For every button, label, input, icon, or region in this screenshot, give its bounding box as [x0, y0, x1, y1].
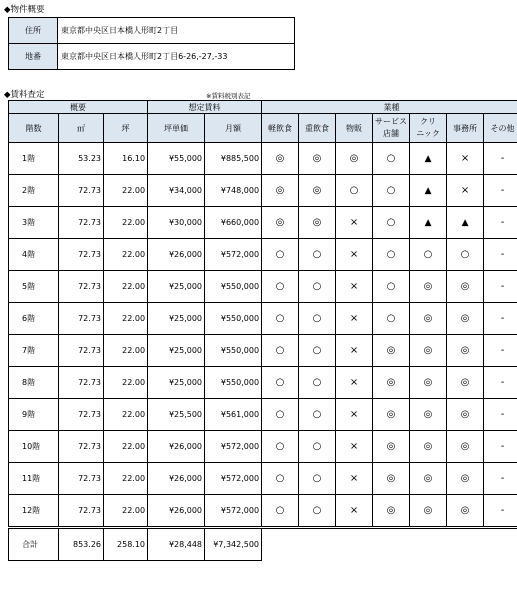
unit-price-cell: ¥25,000	[148, 335, 205, 367]
suitability-cell: ×	[336, 335, 373, 367]
total-sqm: 853.26	[59, 528, 104, 561]
suitability-cell: ×	[336, 303, 373, 335]
sqm-cell: 72.73	[59, 463, 104, 495]
suitability-cell: ◎	[447, 495, 484, 528]
monthly-cell: ¥572,000	[205, 431, 262, 463]
unit-price-cell: ¥25,000	[148, 271, 205, 303]
suitability-cell: ◎	[336, 143, 373, 175]
suitability-cell: ◎	[373, 463, 410, 495]
suitability-cell: ○	[373, 239, 410, 271]
suitability-cell: ◎	[447, 399, 484, 431]
suitability-cell: ×	[447, 143, 484, 175]
column-header: 重飲食	[299, 114, 336, 143]
suitability-cell: -	[484, 143, 517, 175]
monthly-cell: ¥550,000	[205, 303, 262, 335]
suitability-cell: ○	[299, 239, 336, 271]
unit-price-cell: ¥30,000	[148, 207, 205, 239]
suitability-cell: ◎	[410, 367, 447, 399]
suitability-cell: ◎	[299, 143, 336, 175]
suitability-cell: ×	[336, 367, 373, 399]
monthly-cell: ¥885,500	[205, 143, 262, 175]
suitability-cell: -	[484, 335, 517, 367]
group-rent: 想定賃料	[148, 101, 262, 114]
column-header: クリ ニック	[410, 114, 447, 143]
group-summary: 概要	[9, 101, 148, 114]
floor-cell: 1階	[9, 143, 59, 175]
suitability-cell: ○	[262, 239, 299, 271]
tsubo-cell: 22.00	[104, 335, 148, 367]
tax-note: ※賃料税別表記	[206, 92, 251, 100]
property-value: 東京都中央区日本橋人形町2丁目6-26,-27,-33	[58, 44, 295, 70]
suitability-cell: ▲	[447, 207, 484, 239]
group-header-row	[9, 101, 517, 114]
monthly-cell: ¥572,000	[205, 495, 262, 528]
tsubo-cell: 22.00	[104, 367, 148, 399]
property-row	[9, 18, 295, 44]
suitability-cell: ▲	[410, 143, 447, 175]
suitability-cell: -	[484, 271, 517, 303]
suitability-cell: ○	[299, 303, 336, 335]
table-row	[9, 495, 517, 528]
property-table	[8, 17, 295, 70]
unit-price-cell: ¥26,000	[148, 239, 205, 271]
column-header: 階数	[9, 114, 59, 143]
suitability-cell: ○	[410, 239, 447, 271]
unit-price-cell: ¥25,500	[148, 399, 205, 431]
suitability-cell: -	[484, 367, 517, 399]
suitability-cell: ×	[336, 239, 373, 271]
unit-price-cell: ¥34,000	[148, 175, 205, 207]
floor-cell: 4階	[9, 239, 59, 271]
floor-cell: 7階	[9, 335, 59, 367]
table-row	[9, 143, 517, 175]
suitability-cell: -	[484, 399, 517, 431]
suitability-cell: -	[484, 495, 517, 528]
suitability-cell: ◎	[410, 431, 447, 463]
suitability-cell: ○	[262, 495, 299, 528]
tsubo-cell: 16.10	[104, 143, 148, 175]
tsubo-cell: 22.00	[104, 239, 148, 271]
table-row	[9, 367, 517, 399]
column-header: ㎡	[59, 114, 104, 143]
table-row	[9, 303, 517, 335]
tsubo-cell: 22.00	[104, 175, 148, 207]
unit-price-cell: ¥25,000	[148, 367, 205, 399]
monthly-cell: ¥550,000	[205, 335, 262, 367]
sqm-cell: 72.73	[59, 207, 104, 239]
sqm-cell: 72.73	[59, 495, 104, 528]
suitability-cell: ◎	[410, 303, 447, 335]
suitability-cell: ×	[336, 399, 373, 431]
suitability-cell: -	[484, 207, 517, 239]
suitability-cell: ○	[299, 495, 336, 528]
suitability-cell: ○	[299, 335, 336, 367]
suitability-cell: ×	[336, 271, 373, 303]
suitability-cell: ◎	[373, 495, 410, 528]
column-header: 事務所	[447, 114, 484, 143]
sqm-cell: 72.73	[59, 303, 104, 335]
suitability-cell: ×	[336, 431, 373, 463]
table-row	[9, 431, 517, 463]
sqm-cell: 72.73	[59, 367, 104, 399]
table-row	[9, 271, 517, 303]
suitability-cell: ◎	[410, 399, 447, 431]
property-label: 地番	[9, 44, 58, 70]
unit-price-cell: ¥25,000	[148, 303, 205, 335]
property-row	[9, 44, 295, 70]
suitability-cell: ◎	[410, 463, 447, 495]
suitability-cell: ◎	[447, 367, 484, 399]
property-section-title: ◆物件概要	[4, 5, 45, 15]
tsubo-cell: 22.00	[104, 399, 148, 431]
sqm-cell: 72.73	[59, 335, 104, 367]
suitability-cell: ×	[336, 463, 373, 495]
unit-price-cell: ¥55,000	[148, 143, 205, 175]
suitability-cell: ○	[447, 239, 484, 271]
table-row	[9, 207, 517, 239]
suitability-cell: ○	[262, 399, 299, 431]
group-industry: 業種	[262, 101, 517, 114]
table-row	[9, 175, 517, 207]
floor-cell: 11階	[9, 463, 59, 495]
suitability-cell: ×	[336, 207, 373, 239]
suitability-cell: ◎	[447, 303, 484, 335]
tsubo-cell: 22.00	[104, 303, 148, 335]
suitability-cell: ○	[262, 335, 299, 367]
column-header: その他	[484, 114, 517, 143]
property-value: 東京都中央区日本橋人形町2丁目	[58, 18, 295, 44]
monthly-cell: ¥572,000	[205, 463, 262, 495]
monthly-cell: ¥550,000	[205, 271, 262, 303]
monthly-cell: ¥660,000	[205, 207, 262, 239]
suitability-cell: ○	[373, 175, 410, 207]
column-header: サービス 店舗	[373, 114, 410, 143]
suitability-cell: ▲	[410, 207, 447, 239]
total-blank	[262, 528, 517, 561]
sqm-cell: 72.73	[59, 431, 104, 463]
suitability-cell: ◎	[262, 175, 299, 207]
unit-price-cell: ¥26,000	[148, 495, 205, 528]
suitability-cell: ◎	[373, 367, 410, 399]
suitability-cell: ○	[262, 271, 299, 303]
suitability-cell: ○	[373, 303, 410, 335]
sqm-cell: 53.23	[59, 143, 104, 175]
suitability-cell: -	[484, 239, 517, 271]
tsubo-cell: 22.00	[104, 463, 148, 495]
table-row	[9, 239, 517, 271]
monthly-cell: ¥550,000	[205, 367, 262, 399]
suitability-cell: ○	[373, 207, 410, 239]
unit-price-cell: ¥26,000	[148, 463, 205, 495]
suitability-cell: -	[484, 463, 517, 495]
suitability-cell: ◎	[373, 431, 410, 463]
floor-cell: 3階	[9, 207, 59, 239]
total-row	[9, 528, 517, 561]
floor-cell: 9階	[9, 399, 59, 431]
tsubo-cell: 22.00	[104, 207, 148, 239]
suitability-cell: ◎	[410, 271, 447, 303]
suitability-cell: ○	[299, 463, 336, 495]
floor-cell: 5階	[9, 271, 59, 303]
suitability-cell: -	[484, 303, 517, 335]
rent-section-title: ◆賃料査定	[4, 90, 45, 100]
total-label: 合計	[9, 528, 59, 561]
table-row	[9, 399, 517, 431]
suitability-cell: ○	[299, 431, 336, 463]
suitability-cell: ○	[262, 431, 299, 463]
sqm-cell: 72.73	[59, 175, 104, 207]
suitability-cell: ○	[373, 271, 410, 303]
total-tsubo: 258.10	[104, 528, 148, 561]
suitability-cell: ○	[262, 367, 299, 399]
column-header: 坪単価	[148, 114, 205, 143]
suitability-cell: ○	[262, 463, 299, 495]
total-monthly: ¥7,342,500	[205, 528, 262, 561]
suitability-cell: ○	[299, 271, 336, 303]
suitability-cell: ◎	[262, 207, 299, 239]
floor-cell: 6階	[9, 303, 59, 335]
suitability-cell: ○	[373, 143, 410, 175]
column-header: 坪	[104, 114, 148, 143]
suitability-cell: ◎	[410, 335, 447, 367]
sqm-cell: 72.73	[59, 271, 104, 303]
suitability-cell: ◎	[410, 495, 447, 528]
tsubo-cell: 22.00	[104, 271, 148, 303]
suitability-cell: ▲	[410, 175, 447, 207]
suitability-cell: ◎	[373, 399, 410, 431]
floor-cell: 8階	[9, 367, 59, 399]
suitability-cell: ○	[262, 303, 299, 335]
rent-table	[8, 100, 517, 561]
sqm-cell: 72.73	[59, 399, 104, 431]
suitability-cell: ×	[336, 495, 373, 528]
suitability-cell: ◎	[447, 335, 484, 367]
suitability-cell: ◎	[373, 335, 410, 367]
column-header: 月額	[205, 114, 262, 143]
column-header: 物販	[336, 114, 373, 143]
monthly-cell: ¥572,000	[205, 239, 262, 271]
table-row	[9, 335, 517, 367]
monthly-cell: ¥748,000	[205, 175, 262, 207]
suitability-cell: ○	[336, 175, 373, 207]
monthly-cell: ¥561,000	[205, 399, 262, 431]
suitability-cell: ◎	[299, 175, 336, 207]
sqm-cell: 72.73	[59, 239, 104, 271]
total-unit-price: ¥28,448	[148, 528, 205, 561]
suitability-cell: ○	[299, 399, 336, 431]
property-label: 住所	[9, 18, 58, 44]
suitability-cell: ×	[447, 175, 484, 207]
floor-cell: 12階	[9, 495, 59, 528]
suitability-cell: -	[484, 175, 517, 207]
suitability-cell: ◎	[447, 463, 484, 495]
unit-price-cell: ¥26,000	[148, 431, 205, 463]
suitability-cell: ○	[299, 367, 336, 399]
column-header-row	[9, 114, 517, 143]
tsubo-cell: 22.00	[104, 431, 148, 463]
tsubo-cell: 22.00	[104, 495, 148, 528]
suitability-cell: ◎	[299, 207, 336, 239]
suitability-cell: ◎	[447, 431, 484, 463]
suitability-cell: ◎	[447, 271, 484, 303]
suitability-cell: ◎	[262, 143, 299, 175]
suitability-cell: -	[484, 431, 517, 463]
column-header: 軽飲食	[262, 114, 299, 143]
floor-cell: 10階	[9, 431, 59, 463]
floor-cell: 2階	[9, 175, 59, 207]
table-row	[9, 463, 517, 495]
